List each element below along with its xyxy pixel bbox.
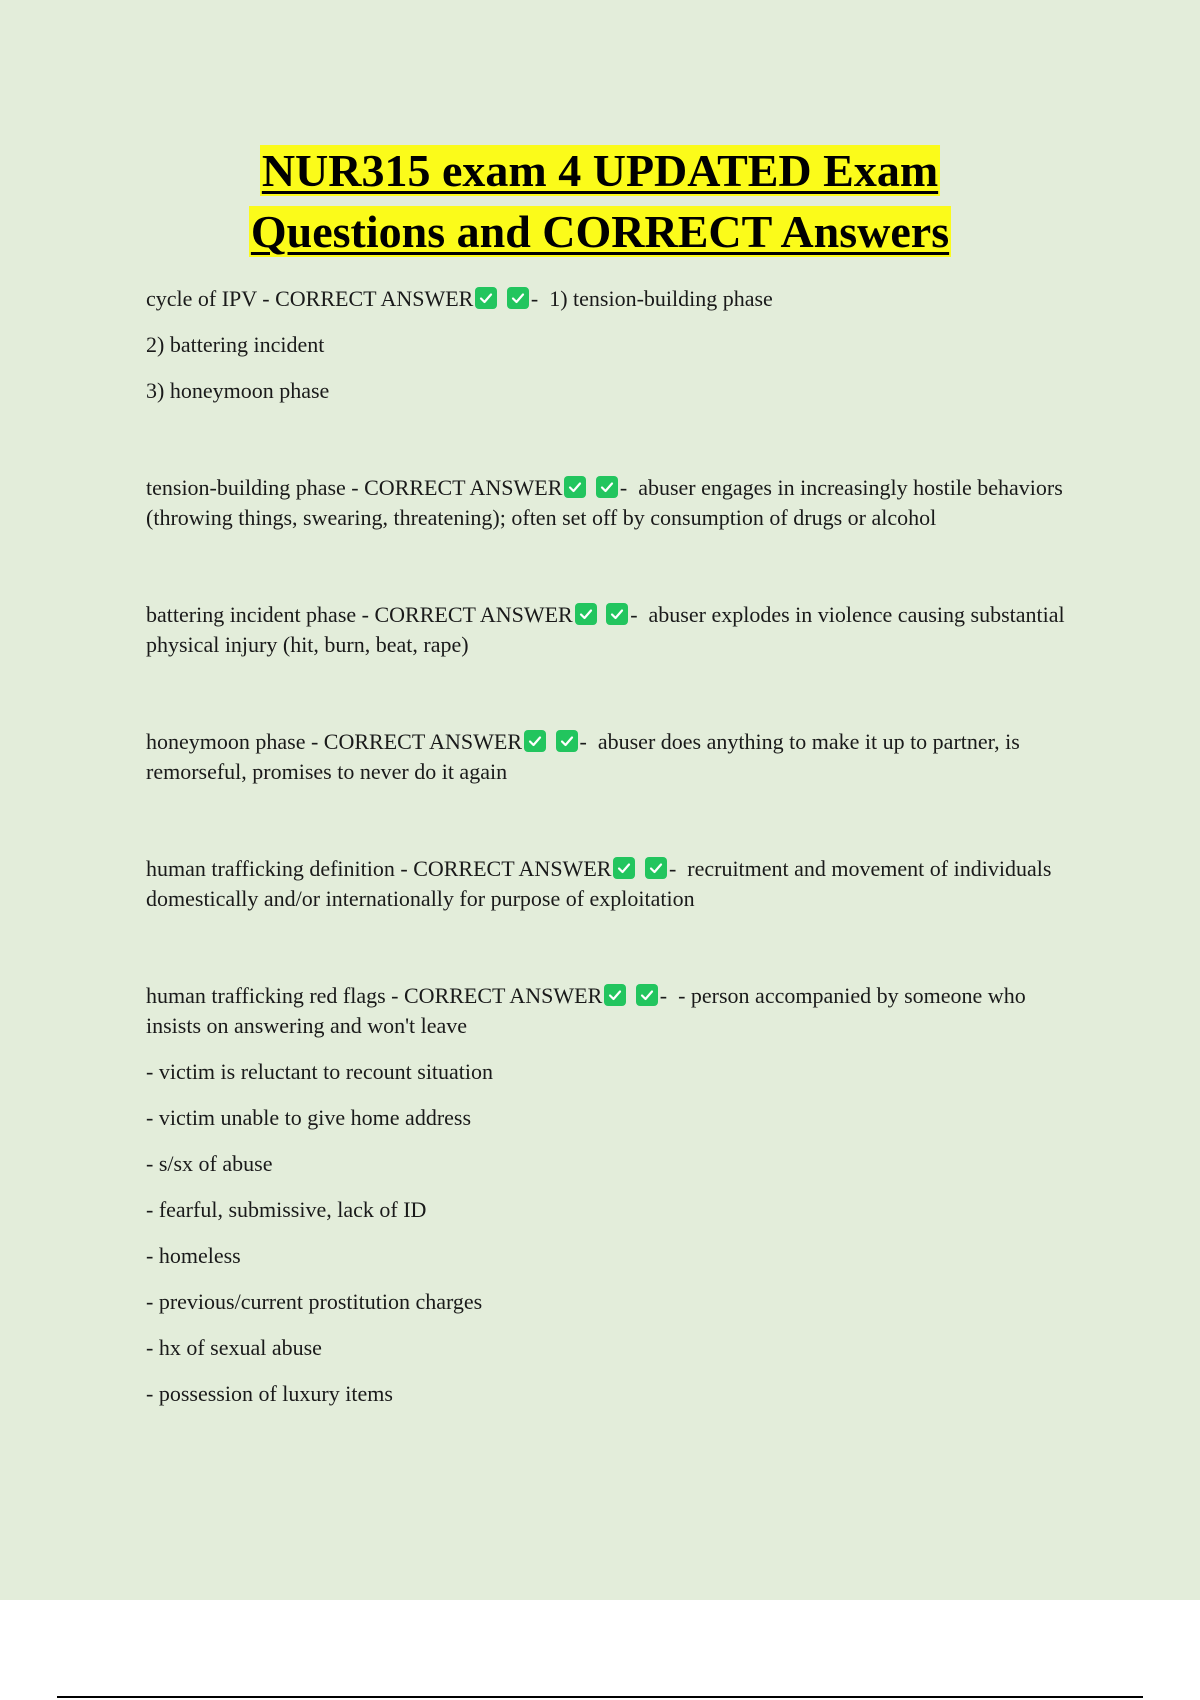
answer-line: - victim is reluctant to recount situation [146, 1059, 494, 1084]
check-box-icon [613, 857, 635, 879]
qa-entry-cycle-of-ipv: cycle of IPV - CORRECT ANSWER - 1) tension-building phase [146, 286, 773, 311]
check-box-icon [636, 984, 658, 1006]
title-line-1: NUR315 exam 4 UPDATED Exam [261, 145, 939, 196]
question-term: human trafficking red flags - CORRECT ANSWER [146, 983, 603, 1008]
answer-text: abuser engages in increasingly hostile behaviors (throwing things, swearing, threatening); often set off by consumption of drugs or alcohol [146, 475, 1063, 530]
title-line-2: Questions and CORRECT Answers [250, 206, 950, 257]
answer-text: abuser explodes in violence causing substantial physical injury (hit, burn, beat, rape) [146, 602, 1065, 657]
answer-line: - hx of sexual abuse [146, 1335, 322, 1360]
answer-line: 2) battering incident [146, 332, 325, 357]
answer-line: - fearful, submissive, lack of ID [146, 1197, 427, 1222]
answer-line: - homeless [146, 1243, 241, 1268]
check-box-icon [606, 603, 628, 625]
qa-entry-tension-building: tension-building phase - CORRECT ANSWER - abuser engages in increasingly hostile behaviors (throwing things, swearing, threatening); often set off by consumption of drugs or alcohol [146, 475, 1063, 530]
answer-line: 3) honeymoon phase [146, 378, 330, 403]
check-box-icon [507, 287, 529, 309]
question-term: human trafficking definition - CORRECT ANSWER [146, 856, 612, 881]
answer-text: - person accompanied by someone who insists on answering and won't leave [146, 983, 1026, 1038]
check-box-icon [524, 730, 546, 752]
answer-text: 1) tension-building phase [549, 286, 773, 311]
answer-line: - previous/current prostitution charges [146, 1289, 483, 1314]
question-term: tension-building phase - CORRECT ANSWER [146, 475, 563, 500]
qa-content [146, 284, 1076, 1425]
answer-text: abuser does anything to make it up to partner, is remorseful, promises to never do it again [146, 729, 1020, 784]
check-box-icon [556, 730, 578, 752]
check-box-icon [475, 287, 497, 309]
question-term: honeymoon phase - CORRECT ANSWER [146, 729, 523, 754]
check-box-icon [604, 984, 626, 1006]
qa-entry-trafficking-definition: human trafficking definition - CORRECT ANSWER - recruitment and movement of individuals domestically and/or internationally for purpose of exploitation [146, 856, 1052, 911]
page-title [0, 140, 1200, 262]
qa-entry-battering-incident: battering incident phase - CORRECT ANSWER - abuser explodes in violence causing substantial physical injury (hit, burn, beat, rape) [146, 602, 1065, 657]
answer-text: recruitment and movement of individuals domestically and/or internationally for purpose of exploitation [146, 856, 1052, 911]
check-box-icon [575, 603, 597, 625]
qa-entry-trafficking-red-flags: human trafficking red flags - CORRECT ANSWER - - person accompanied by someone who insists on answering and won't leave [146, 983, 1026, 1038]
answer-line: - possession of luxury items [146, 1381, 393, 1406]
qa-entry-honeymoon: honeymoon phase - CORRECT ANSWER - abuser does anything to make it up to partner, is remorseful, promises to never do it again [146, 729, 1020, 784]
answer-line: - victim unable to give home address [146, 1105, 472, 1130]
check-box-icon [564, 476, 586, 498]
footer-divider [57, 1696, 1143, 1698]
check-box-icon [596, 476, 618, 498]
question-term: battering incident phase - CORRECT ANSWER [146, 602, 573, 627]
check-box-icon [645, 857, 667, 879]
answer-line: - s/sx of abuse [146, 1151, 273, 1176]
question-term: cycle of IPV - CORRECT ANSWER [146, 286, 474, 311]
